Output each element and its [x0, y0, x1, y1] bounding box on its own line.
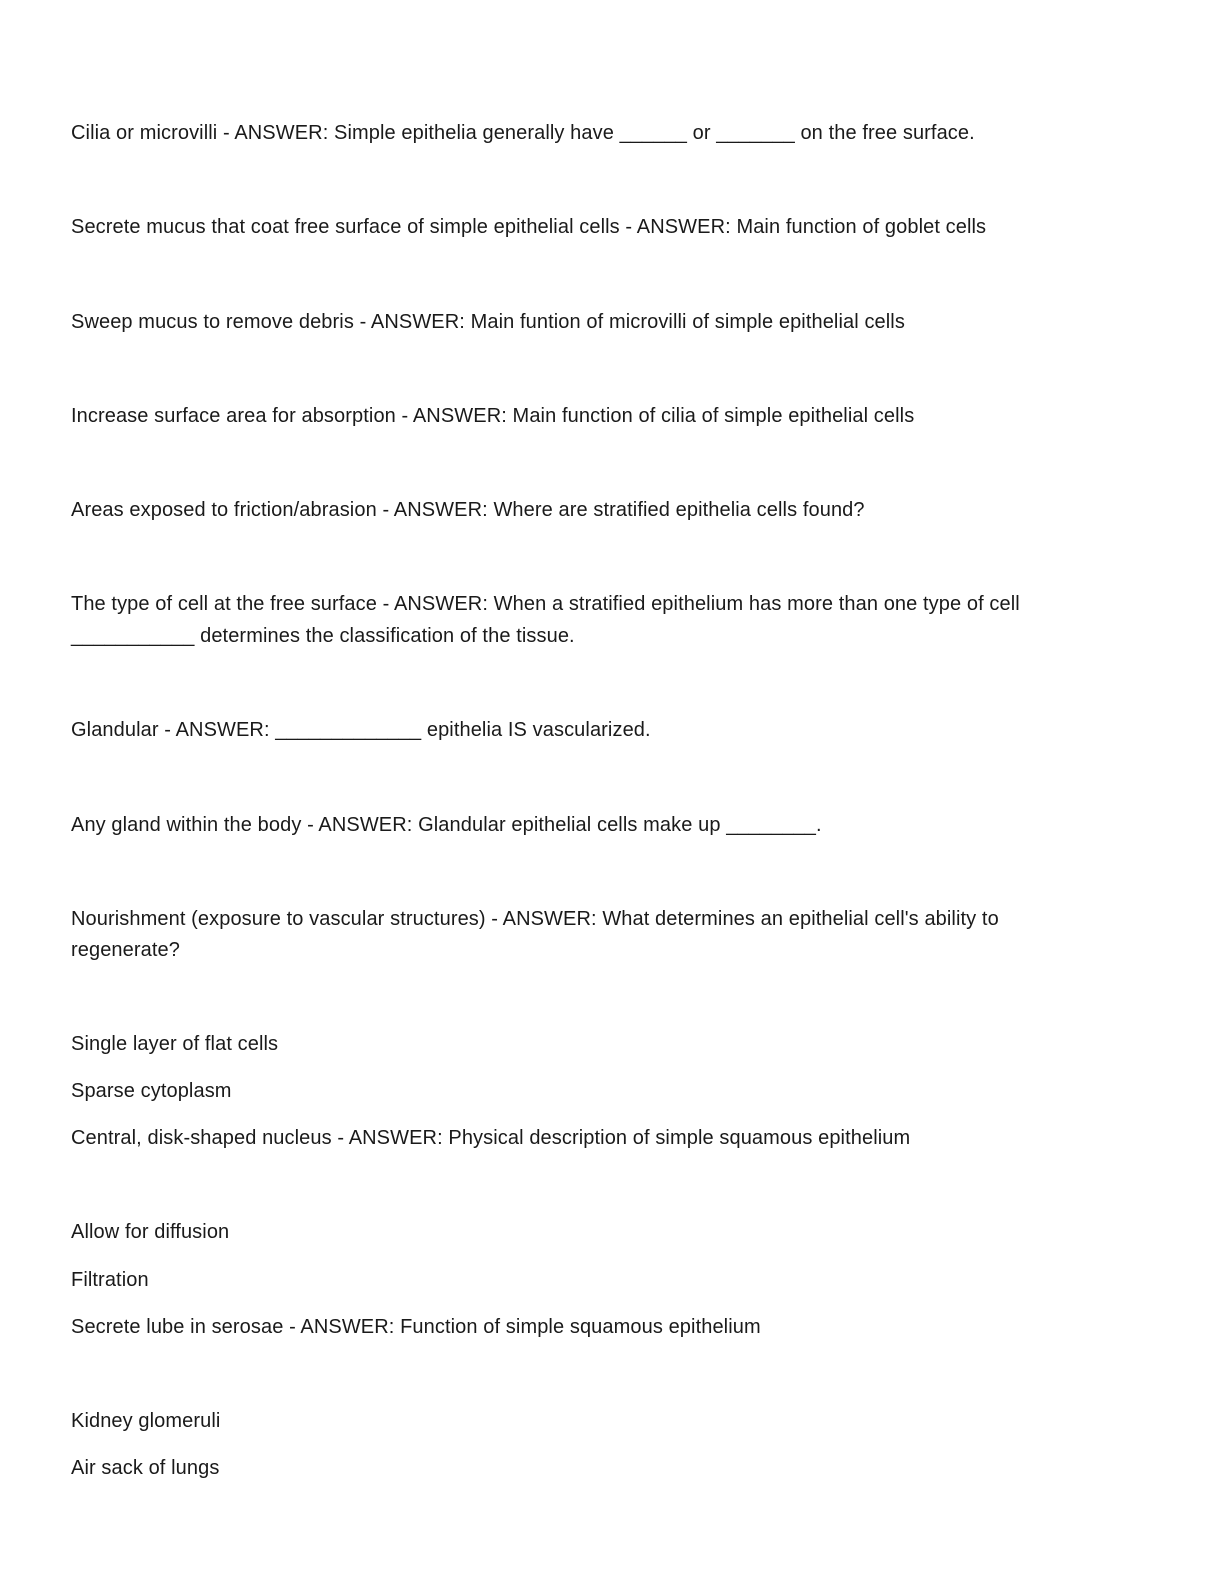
text-line: Secrete lube in serosae - ANSWER: Function of simple squamous epithelium	[71, 1316, 761, 1338]
text-line: Sweep mucus to remove debris - ANSWER: Main funtion of microvilli of simple epithelial cells	[71, 311, 905, 333]
text-line: Cilia or microvilli - ANSWER: Simple epithelia generally have ______ or _______ on the free surface.	[71, 122, 975, 144]
text-line: Air sack of lungs	[71, 1457, 220, 1479]
text-line: regenerate?	[71, 939, 180, 961]
text-line: Increase surface area for absorption - ANSWER: Main function of cilia of simple epithelial cells	[71, 405, 915, 427]
text-line: Secrete mucus that coat free surface of simple epithelial cells - ANSWER: Main function of goblet cells	[71, 216, 987, 238]
text-line: Areas exposed to friction/abrasion - ANSWER: Where are stratified epithelia cells found?	[71, 499, 865, 521]
text-line: Glandular - ANSWER: _____________ epithelia IS vascularized.	[71, 719, 651, 741]
text-line: Kidney glomeruli	[71, 1410, 221, 1432]
text-line: Single layer of flat cells	[71, 1033, 279, 1055]
text-line: Nourishment (exposure to vascular structures) - ANSWER: What determines an epithelial cell's ability to	[71, 908, 999, 930]
text-line: Allow for diffusion	[71, 1221, 230, 1243]
text-line: The type of cell at the free surface - ANSWER: When a stratified epithelium has more than one type of cell	[71, 593, 1020, 615]
text-line: Sparse cytoplasm	[71, 1080, 232, 1102]
text-line: ___________ determines the classification of the tissue.	[71, 625, 575, 647]
text-line: Central, disk-shaped nucleus - ANSWER: Physical description of simple squamous epithelium	[71, 1127, 911, 1149]
text-line: Any gland within the body - ANSWER: Glandular epithelial cells make up ________.	[71, 814, 822, 836]
text-line: Filtration	[71, 1269, 149, 1291]
